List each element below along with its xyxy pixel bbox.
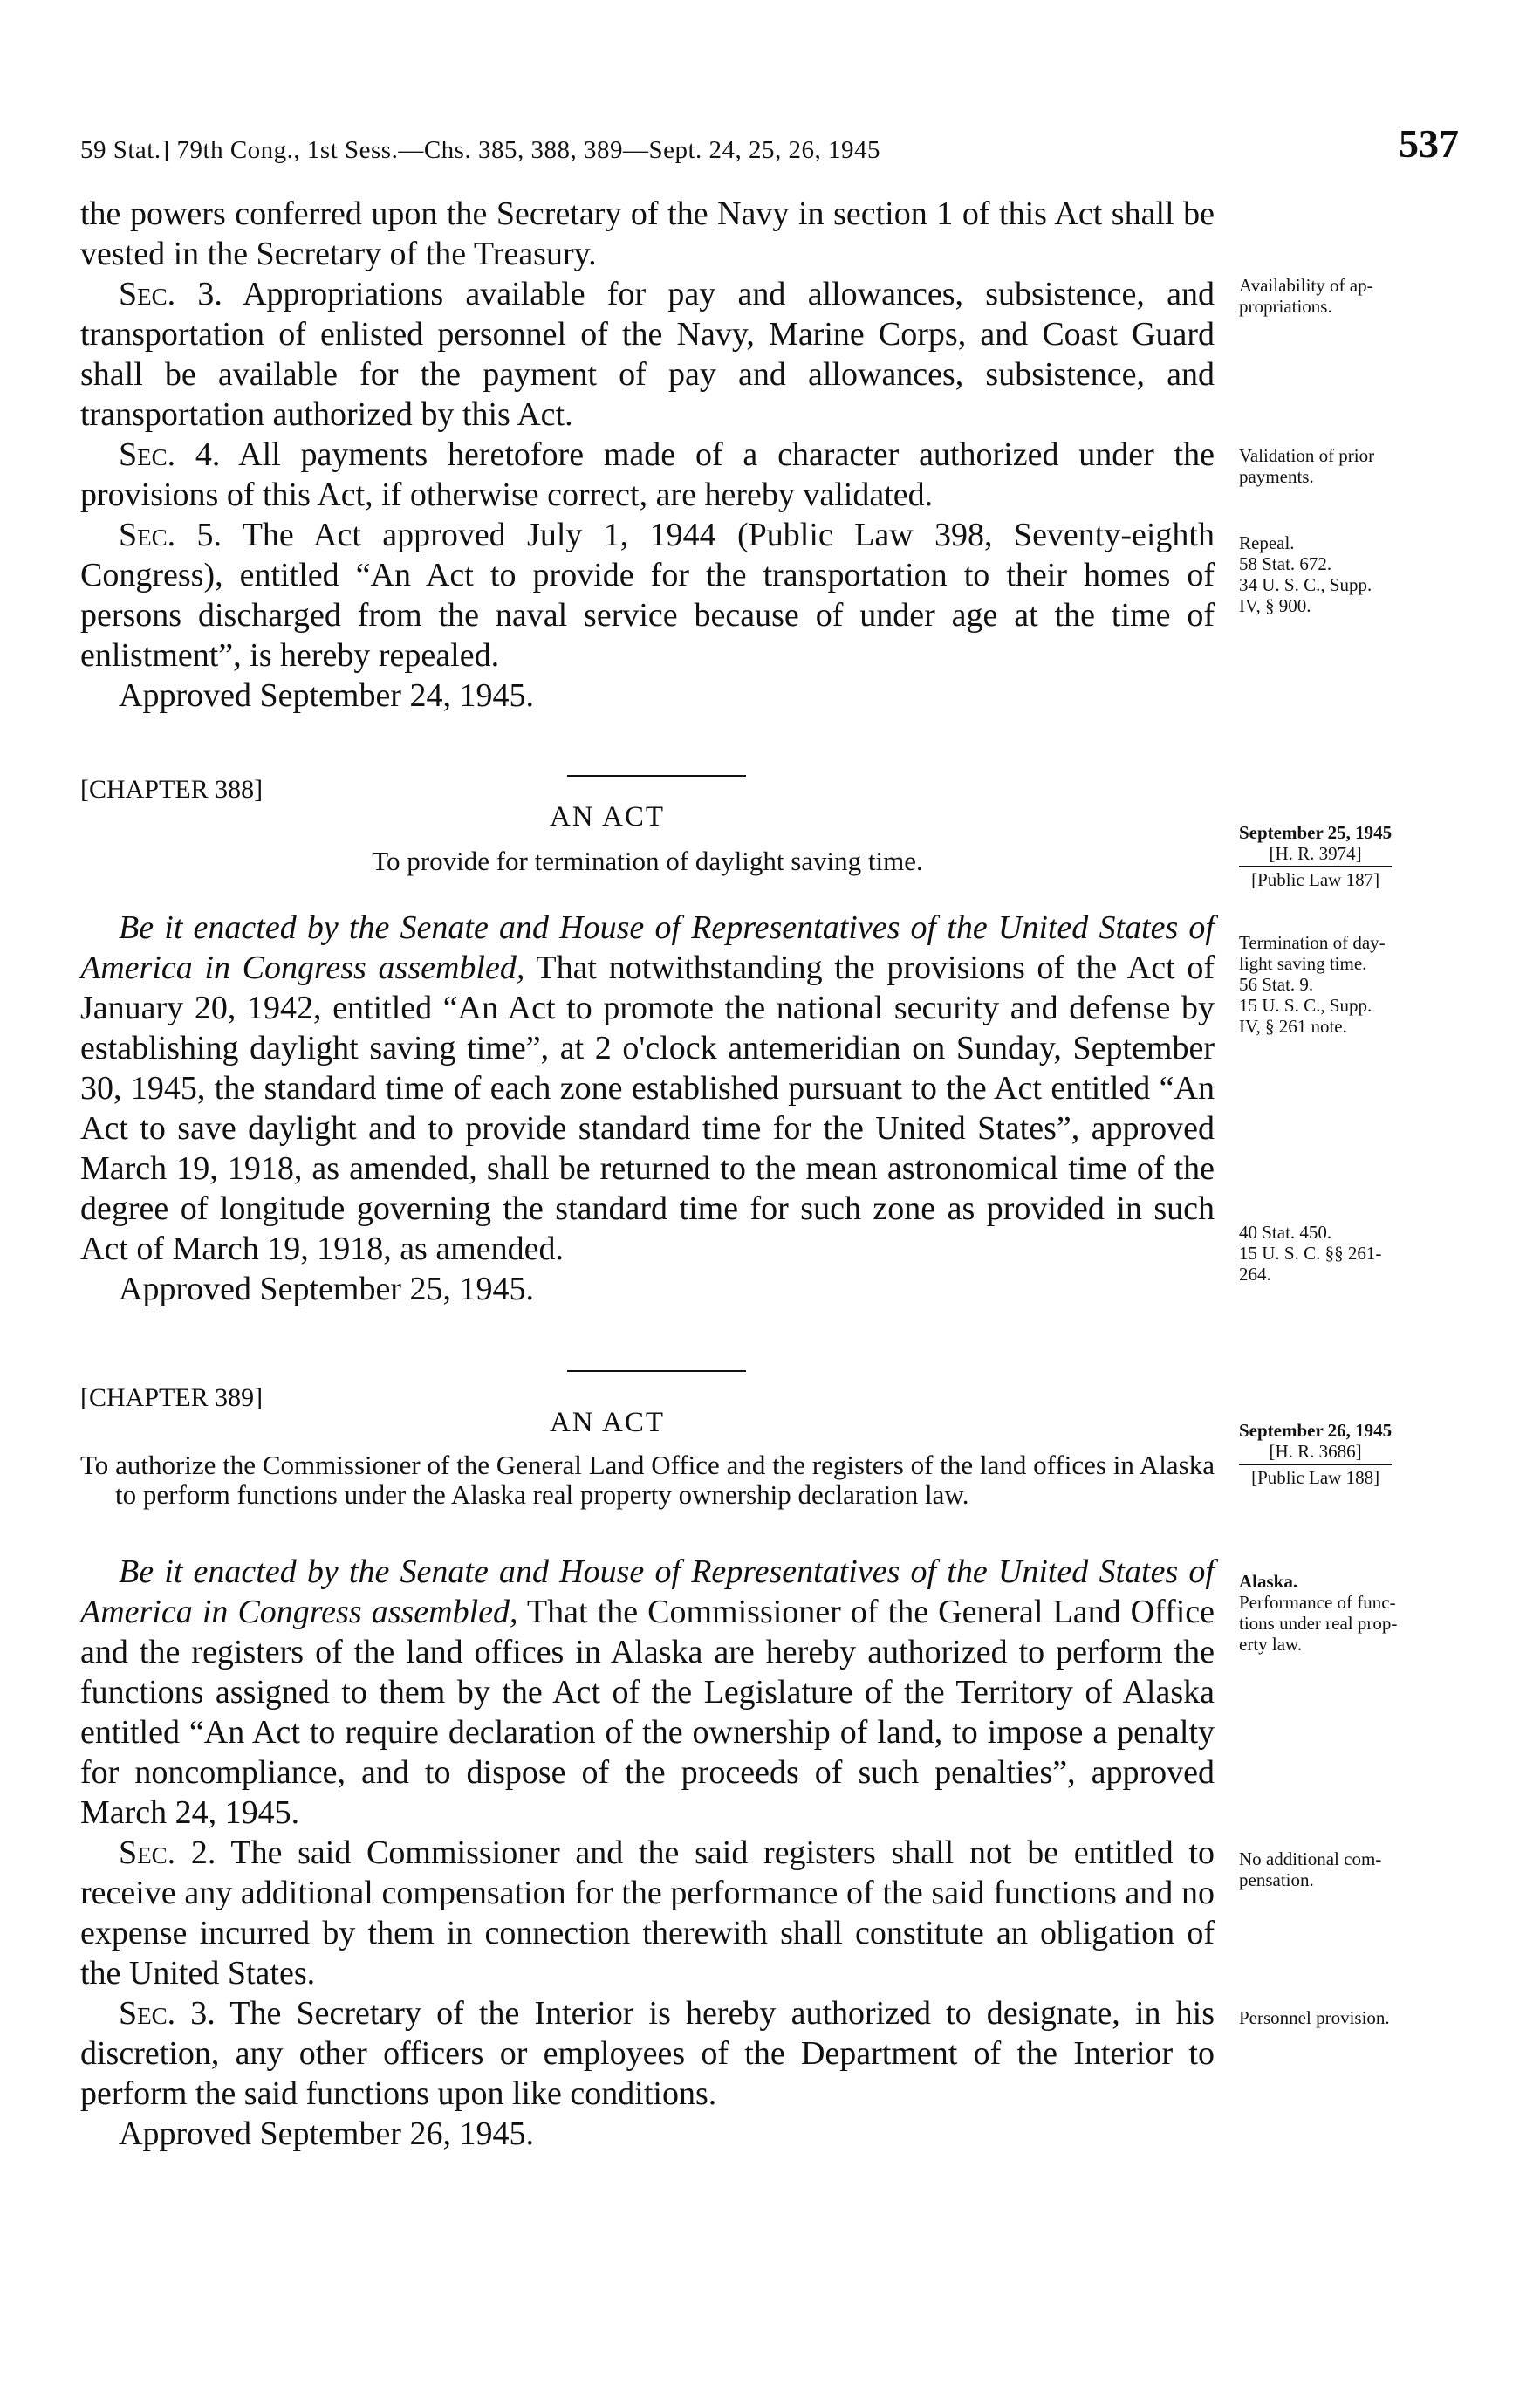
note-line: 264.	[1239, 1264, 1271, 1285]
section-divider	[567, 1370, 746, 1372]
chapter-389-label: [CHAPTER 389]	[80, 1383, 264, 1412]
reference-bill: [H. R. 3974]	[1269, 843, 1362, 864]
section-label: Sec. 3.	[119, 1995, 216, 2032]
enacting-clause	[80, 908, 1215, 1269]
an-act-heading: AN ACT	[549, 801, 666, 833]
reference-public-law: [Public Law 187]	[1239, 866, 1392, 890]
note-line: Personnel provision.	[1239, 2007, 1390, 2028]
margin-note-repeal	[1239, 532, 1475, 616]
margin-note-termination	[1239, 932, 1475, 1037]
reference-box	[1239, 1420, 1392, 1488]
section-2	[80, 1833, 1215, 1993]
paragraph: the powers conferred upon the Secretary of the Navy in section 1 of this Act shall be vested in the Secretary of the Treasury.	[80, 195, 1215, 272]
note-line: 40 Stat. 450.	[1239, 1222, 1332, 1243]
note-line: Validation of prior	[1239, 445, 1375, 466]
act-purpose: To provide for termination of daylight saving time.	[372, 846, 923, 876]
note-line: erty law.	[1239, 1634, 1303, 1655]
note-line: Availability of ap-	[1239, 275, 1373, 296]
note-line: Termination of day-	[1239, 932, 1386, 953]
chapter-388-text	[80, 908, 1215, 1309]
note-line: tions under real prop-	[1239, 1613, 1398, 1634]
section-label: Sec. 4.	[119, 436, 221, 473]
margin-note-alaska	[1239, 1571, 1475, 1655]
act-purpose: To authorize the Commissioner of the General Land Office and the registers of the land offices in Alaska to perform functions under the Alaska real property ownership declaration law.	[80, 1450, 1215, 1510]
section-5	[80, 515, 1215, 675]
note-line: 58 Stat. 672.	[1239, 553, 1332, 574]
bill-reference-389	[1239, 1420, 1475, 1488]
note-line: pensation.	[1239, 1869, 1314, 1890]
section-label: Sec. 2.	[119, 1834, 216, 1871]
enacting-clause	[80, 1552, 1215, 1833]
reference-box	[1239, 822, 1392, 890]
chapter-389-text	[80, 1552, 1215, 2154]
enacting-body: That the Commissioner of the General Land Office and the registers of the land offices in Alaska are hereby authorized to perform the functions assigned to them by the Act of the Legislature of the Territory of Alaska entitled “An Act to require declaration of the ownership of land, to impose a penalty for noncompliance, and to dispose of the proceeds of such penalties”, approved March 24, 1945.	[80, 1594, 1215, 1831]
section-3	[80, 1993, 1215, 2114]
margin-note-standard-time	[1239, 1222, 1475, 1285]
margin-note-availability	[1239, 275, 1475, 317]
section-text: Appropriations available for pay and allowances, subsistence, and transportation of enlisted personnel of the Navy, Marine Corps, and Coast Guard shall be available for the payment of pay and allowances, subsistence, and transportation authorized by this Act.	[80, 276, 1215, 433]
section-3	[80, 274, 1215, 435]
section-text: The Secretary of the Interior is hereby authorized to designate, in his discretion, any other officers or employees of the Department of the Interior to perform the said functions upon like conditions.	[80, 1995, 1215, 2112]
note-line: 34 U. S. C., Supp.	[1239, 574, 1372, 595]
header-citation: 59 Stat.] 79th Cong., 1st Sess.—Chs. 385, 388, 389—Sept. 24, 25, 26, 1945	[80, 136, 881, 164]
running-header	[80, 120, 1459, 173]
margin-note-personnel	[1239, 2007, 1475, 2028]
reference-public-law: [Public Law 188]	[1239, 1464, 1392, 1488]
chapter-385-text	[80, 194, 1215, 716]
reference-date: September 25, 1945	[1239, 822, 1393, 843]
section-text: All payments heretofore made of a character authorized under the provisions of this Act, if otherwise correct, are hereby validated.	[80, 436, 1215, 513]
approval-date: Approved September 24, 1945.	[119, 677, 534, 714]
approval-date: Approved September 25, 1945.	[119, 1271, 534, 1307]
enacting-body: That notwithstanding the provisions of the Act of January 20, 1942, entitled “An Act to promote the national security and defense by establishing daylight saving time”, at 2 o'clock antemeridian on Sunday, September 30, 1945, the standard time of each zone established pursuant to the Act entitled “An Act to save daylight and to provide standard time for the United States”, approved March 19, 1918, as amended, shall be returned to the mean astronomical time of the degree of longitude governing the standard time for such zone as provided in such Act of March 19, 1918, as amended.	[80, 950, 1215, 1267]
chapter-388-label: [CHAPTER 388]	[80, 775, 264, 804]
note-line: 56 Stat. 9.	[1239, 974, 1314, 995]
note-line: payments.	[1239, 466, 1314, 487]
note-line: Performance of func-	[1239, 1592, 1396, 1613]
margin-note-validation	[1239, 445, 1475, 487]
reference-date: September 26, 1945	[1239, 1420, 1393, 1441]
approval-date: Approved September 26, 1945.	[119, 2115, 534, 2152]
note-line: No additional com-	[1239, 1848, 1382, 1869]
an-act-heading: AN ACT	[549, 1407, 666, 1438]
note-line: 15 U. S. C. §§ 261-	[1239, 1243, 1382, 1264]
note-line: Alaska.	[1239, 1571, 1298, 1592]
note-line: Repeal.	[1239, 532, 1295, 553]
note-line: light saving time.	[1239, 953, 1367, 974]
section-4	[80, 435, 1215, 515]
note-line: IV, § 900.	[1239, 595, 1311, 616]
enacting-formula: Be it enacted by the Senate and House of Representatives of the United States of America in Congress assembled,	[80, 909, 1215, 986]
note-line: IV, § 261 note.	[1239, 1016, 1347, 1037]
section-text: The Act approved July 1, 1944 (Public Law 398, Seventy-eighth Congress), entitled “An Act to provide for the transportation to their homes of persons discharged from the naval service because of under age at the time of enlistment”, is hereby repealed.	[80, 517, 1215, 674]
bill-reference-388	[1239, 822, 1475, 890]
reference-bill: [H. R. 3686]	[1269, 1441, 1362, 1462]
section-text: The said Commissioner and the said registers shall not be entitled to receive any additional compensation for the performance of the said functions and no expense incurred by them in connection therewith shall constitute an obligation of the United States.	[80, 1834, 1215, 1992]
section-divider	[567, 775, 746, 777]
note-line: 15 U. S. C., Supp.	[1239, 995, 1372, 1016]
margin-note-compensation	[1239, 1848, 1475, 1890]
note-line: propriations.	[1239, 296, 1332, 317]
page-number: 537	[1399, 121, 1459, 166]
section-label: Sec. 3.	[119, 276, 222, 312]
section-label: Sec. 5.	[119, 517, 222, 553]
enacting-formula: Be it enacted by the Senate and House of Representatives of the United States of America in Congress assembled,	[80, 1553, 1215, 1630]
